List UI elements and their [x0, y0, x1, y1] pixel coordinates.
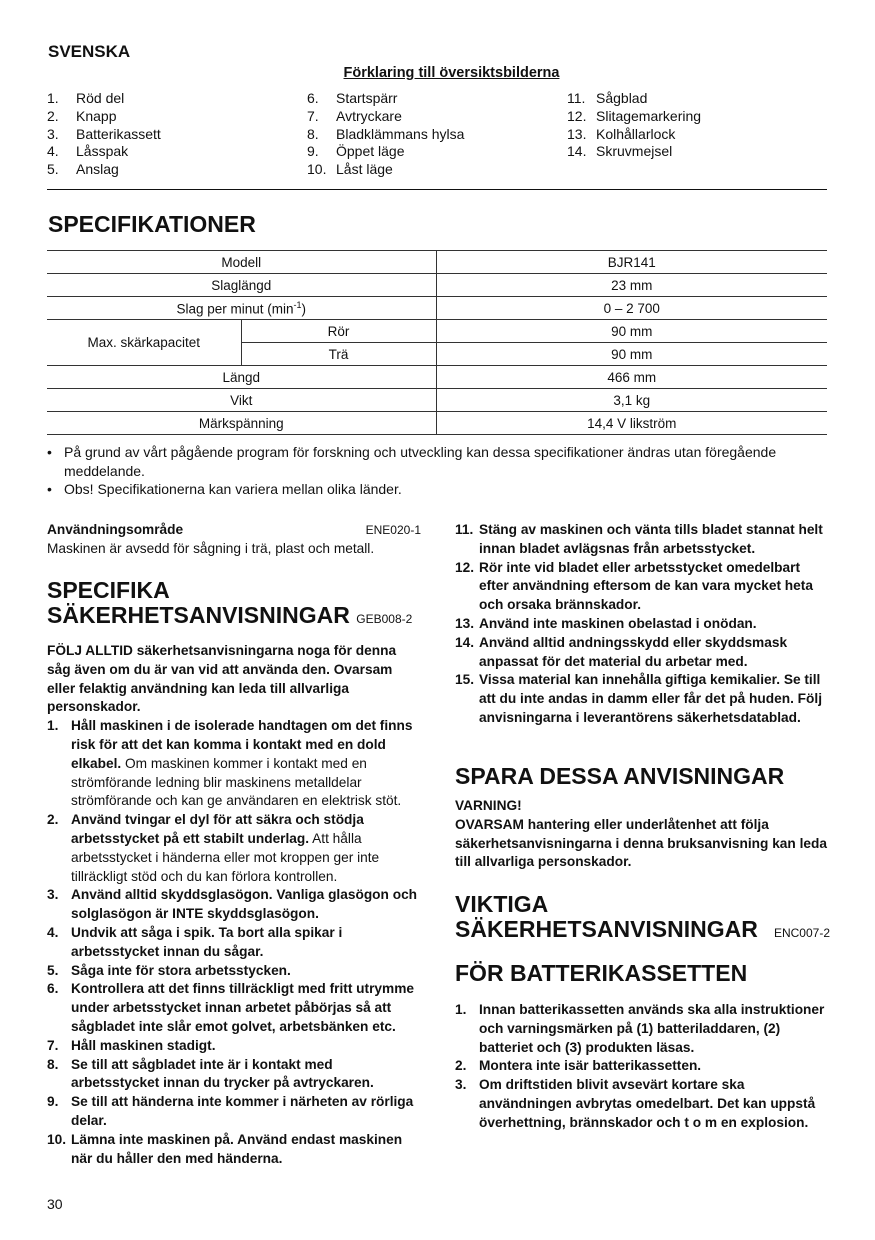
legend-label: Skruvmejsel: [596, 143, 673, 160]
legend-label: Slitagemarkering: [596, 107, 702, 124]
save-instructions-section: [455, 764, 830, 872]
specific-safety-section: [47, 578, 421, 1168]
legend-item: [307, 143, 464, 161]
legend-num: 4.: [47, 143, 59, 160]
list-item-number: 14.: [455, 634, 475, 650]
legend-num: 10.: [307, 161, 327, 178]
list-item-number: 5.: [47, 962, 59, 978]
page-number: 30: [47, 1196, 63, 1212]
legend-title-wrap: [0, 65, 875, 81]
spec-value: BJR141: [436, 251, 827, 274]
list-item: [47, 1037, 421, 1056]
battery-safety-title-line3: FÖR BATTERIKASSETTEN: [455, 960, 748, 986]
legend-item: [567, 90, 701, 108]
list-item: [455, 521, 830, 559]
spec-label: Vikt: [47, 389, 436, 412]
spec-value: 3,1 kg: [436, 389, 827, 412]
legend-num: 6.: [307, 90, 319, 106]
list-item-bold: Använd tvingar el dyl för att säkra och stödja arbetsstycket på ett stabilt underlag.: [71, 812, 364, 846]
note-text: Obs! Specifikationerna kan variera mellan olika länder.: [64, 481, 402, 497]
list-item-bold: Håll maskinen stadigt.: [71, 1037, 216, 1053]
save-instructions-title: SPARA DESSA ANVISNINGAR: [455, 763, 785, 789]
list-item: [47, 1056, 421, 1094]
list-item-number: 3.: [455, 1077, 467, 1093]
list-item-number: 1.: [47, 718, 59, 734]
table-row: [47, 251, 827, 274]
specific-safety-list: [47, 717, 421, 1168]
battery-safety-code: ENC007-2: [773, 926, 830, 940]
list-item-bold: Innan batterikassetten används ska alla instruktioner och varningsmärken på (1) batteriladdaren, (2) batteriet och (3) produkten läsas.: [479, 1002, 825, 1055]
table-row: [47, 297, 827, 320]
battery-safety-list: [455, 1001, 830, 1133]
legend-item: [47, 143, 161, 161]
spec-label: Max. skärkapacitet: [47, 320, 241, 366]
legend-item: [47, 108, 161, 126]
list-item: [455, 615, 830, 634]
intended-use-section: [47, 521, 421, 559]
legend-label: Låsspak: [76, 143, 129, 160]
note-text: På grund av vårt pågående program för forskning och utveckling kan dessa specifikationer ändras utan föregående meddelande.: [64, 444, 777, 479]
legend-num: 3.: [47, 125, 59, 142]
spec-label: Märkspänning: [47, 412, 436, 435]
list-item: [47, 924, 421, 962]
legend-num: 8.: [307, 125, 319, 142]
legend-title: Förklaring till översiktsbilderna: [343, 65, 560, 81]
legend-column-2: [307, 90, 464, 179]
spec-label: [47, 297, 436, 320]
specification-notes: [47, 443, 837, 499]
list-item: [47, 962, 421, 981]
list-item-bold: Undvik att såga i spik. Ta bort alla spikar i arbetsstycket innan du sågar.: [71, 924, 343, 959]
legend-divider: [47, 189, 827, 190]
spec-value: 0 – 2 700: [436, 297, 827, 320]
intended-use-title: Användningsområde: [47, 522, 184, 537]
table-row: [47, 320, 827, 343]
specific-safety-title-line1: SPECIFIKA: [47, 577, 170, 603]
legend-item: [47, 161, 161, 179]
bullet-icon: •: [47, 444, 52, 460]
list-item: [455, 1076, 830, 1132]
legend-label: Anslag: [76, 161, 119, 178]
note-item: [47, 480, 837, 499]
legend-column-3: [567, 90, 701, 161]
spec-value: 90 mm: [436, 320, 827, 343]
battery-safety-title-line2: SÄKERHETSANVISNINGAR: [455, 916, 758, 942]
spec-label: Längd: [47, 366, 436, 389]
list-item-bold: Se till att sågbladet inte är i kontakt med arbetsstycket innan du trycker på avtryckaren.: [71, 1056, 374, 1091]
spec-label: Modell: [47, 251, 436, 274]
battery-safety-section: [455, 892, 830, 1133]
legend-item: [307, 161, 464, 179]
list-item-bold: Använd alltid skyddsglasögon. Vanliga glasögon och solglasögon är INTE skyddsglasögon.: [71, 887, 418, 922]
intended-use-heading-row: [47, 521, 421, 540]
intended-use-text: Maskinen är avsedd för sågning i trä, plast och metall.: [47, 540, 375, 556]
language-heading: SVENSKA: [48, 42, 131, 61]
spec-value: 23 mm: [436, 274, 827, 297]
list-item-bold: Kontrollera att det finns tillräckligt med fritt utrymme under arbetsstycket innan arbetet påbörjas så att sågbladet inte slår emot golvet, arbetsbänken etc.: [71, 981, 414, 1034]
list-item: [47, 1093, 421, 1131]
battery-safety-title-line1: VIKTIGA: [455, 891, 549, 917]
list-item: [47, 980, 421, 1036]
intended-use-code: ENE020-1: [365, 523, 421, 537]
legend-item: [47, 126, 161, 144]
legend-label: Avtryckare: [336, 107, 402, 124]
legend-label: Knapp: [76, 107, 117, 124]
table-row: [47, 274, 827, 297]
list-item: [455, 634, 830, 672]
list-item-number: 6.: [47, 981, 59, 997]
warning-label: VARNING!: [455, 798, 522, 813]
spm-close-paren: ): [301, 301, 307, 317]
legend-num: 14.: [567, 143, 587, 160]
battery-safety-title-line2-wrap: [455, 917, 830, 946]
legend-label: Bladklämmans hylsa: [336, 125, 465, 142]
list-item: [455, 559, 830, 615]
list-item-bold: Använd inte maskinen obelastad i onödan.: [479, 615, 757, 631]
legend-item: [567, 126, 701, 144]
list-item-number: 9.: [47, 1094, 59, 1110]
specifications-table: [47, 250, 827, 435]
legend-column-1: [47, 90, 161, 179]
list-item-number: 15.: [455, 672, 475, 688]
legend-item: [567, 108, 701, 126]
warning-text: OVARSAM hantering eller underlåtenhet att följa säkerhetsanvisningarna i denna bruksanvisning kan leda till allvarliga personskador.: [455, 816, 827, 870]
list-item: [47, 1131, 421, 1169]
list-item-text: Att hålla arbetsstycket i händerna eller mot kroppen ger inte tillräckligt stöd och du kan förlora kontrollen.: [71, 830, 380, 884]
list-item-bold: Lämna inte maskinen på. Använd endast maskinen när du håller den med händerna.: [71, 1131, 403, 1166]
legend-num: 2.: [47, 107, 59, 124]
legend-item: [307, 126, 464, 144]
spec-sublabel: Rör: [241, 320, 436, 343]
spm-superscript: -1: [293, 299, 302, 310]
legend-label: Batterikassett: [76, 125, 161, 142]
list-item: [47, 717, 421, 811]
legend-num: 5.: [47, 161, 59, 178]
list-item: [47, 811, 421, 886]
spec-label: Slaglängd: [47, 274, 436, 297]
list-item: [47, 886, 421, 924]
spec-value: 90 mm: [436, 343, 827, 366]
note-item: [47, 443, 837, 480]
list-item-number: 12.: [455, 559, 475, 575]
list-item-number: 1.: [455, 1002, 467, 1017]
list-item: [455, 1057, 830, 1076]
spec-value: 466 mm: [436, 366, 827, 389]
spec-value: 14,4 V likström: [436, 412, 827, 435]
legend-num: 1.: [47, 90, 59, 106]
legend-label: Sågblad: [596, 90, 648, 106]
spec-sublabel: Trä: [241, 343, 436, 366]
list-item-number: 2.: [47, 812, 59, 828]
table-row: [47, 389, 827, 412]
legend-num: 11.: [567, 90, 586, 106]
legend-label: Öppet läge: [336, 143, 405, 160]
specific-safety-code: GEB008-2: [356, 612, 413, 626]
list-item-number: 8.: [47, 1056, 59, 1072]
legend-num: 12.: [567, 107, 587, 124]
list-item-number: 2.: [455, 1058, 467, 1074]
list-item-number: 4.: [47, 924, 59, 940]
list-item-number: 3.: [47, 887, 59, 903]
specific-safety-title-line2-wrap: [47, 603, 421, 632]
table-row: [47, 366, 827, 389]
list-item-number: 7.: [47, 1037, 59, 1053]
specific-safety-title-line2: SÄKERHETSANVISNINGAR: [47, 602, 350, 628]
list-item-number: 11.: [455, 522, 474, 537]
list-item-bold: Montera inte isär batterikassetten.: [479, 1058, 702, 1074]
legend-num: 13.: [567, 125, 587, 142]
list-item-bold: Såga inte för stora arbetsstycken.: [71, 962, 291, 978]
legend-item: [307, 108, 464, 126]
table-row: [47, 412, 827, 435]
legend-label: Röd del: [76, 90, 125, 106]
legend-item: [47, 90, 161, 108]
list-item-bold: Vissa material kan innehålla giftiga kemikalier. Se till att du inte andas in damm eller får det på huden. Följ anvisningarna i leverantörens säkerhetsdatablad.: [479, 672, 822, 725]
list-item-bold: Om driftstiden blivit avsevärt kortare ska användningen avbrytas omedelbart. Det kan uppstå överhettning, brännskador och t o m en explosion.: [479, 1077, 816, 1130]
bullet-icon: •: [47, 481, 52, 497]
specifications-title: SPECIFIKATIONER: [48, 211, 256, 237]
legend-label: Startspärr: [336, 90, 398, 106]
list-item-text: Om maskinen kommer i kontakt med en strömförande ledning blir maskinens metalldelar strömförande och kan ge användaren en elektrisk stöt.: [71, 755, 402, 809]
legend-num: 9.: [307, 143, 319, 160]
specific-safety-list-continued: [455, 521, 830, 728]
list-item-bold: Stäng av maskinen och vänta tills bladet stannat helt innan bladet avlägsnas från arbetsstycket.: [479, 522, 823, 556]
list-item-bold: Håll maskinen i de isolerade handtagen om det finns risk för att det kan komma i kontakt med en dold elkabel.: [71, 718, 413, 771]
legend-item: [307, 90, 464, 108]
specific-safety-intro: FÖLJ ALLTID säkerhetsanvisningarna noga för denna såg även om du är van vid att använda den. Ovarsam eller felaktig användning kan leda till allvarliga personskador.: [47, 643, 397, 715]
legend-label: Låst läge: [336, 161, 393, 178]
list-item-number: 10.: [47, 1131, 67, 1147]
legend-label: Kolhållarlock: [596, 125, 676, 142]
list-item: [455, 671, 830, 727]
list-item-bold: Rör inte vid bladet eller arbetsstycket omedelbart efter användning eftersom de kan vara mycket heta och orsaka brännskador.: [479, 559, 813, 613]
list-item-bold: Se till att händerna inte kommer i närheten av rörliga delar.: [71, 1094, 414, 1128]
legend-num: 7.: [307, 107, 319, 124]
spm-label-text: Slag per minut (min: [176, 301, 294, 317]
list-item: [455, 1001, 830, 1057]
legend-item: [567, 143, 701, 161]
list-item-bold: Använd alltid andningsskydd eller skyddsmask anpassat för det material du arbetar med.: [479, 634, 788, 669]
list-item-number: 13.: [455, 615, 475, 631]
